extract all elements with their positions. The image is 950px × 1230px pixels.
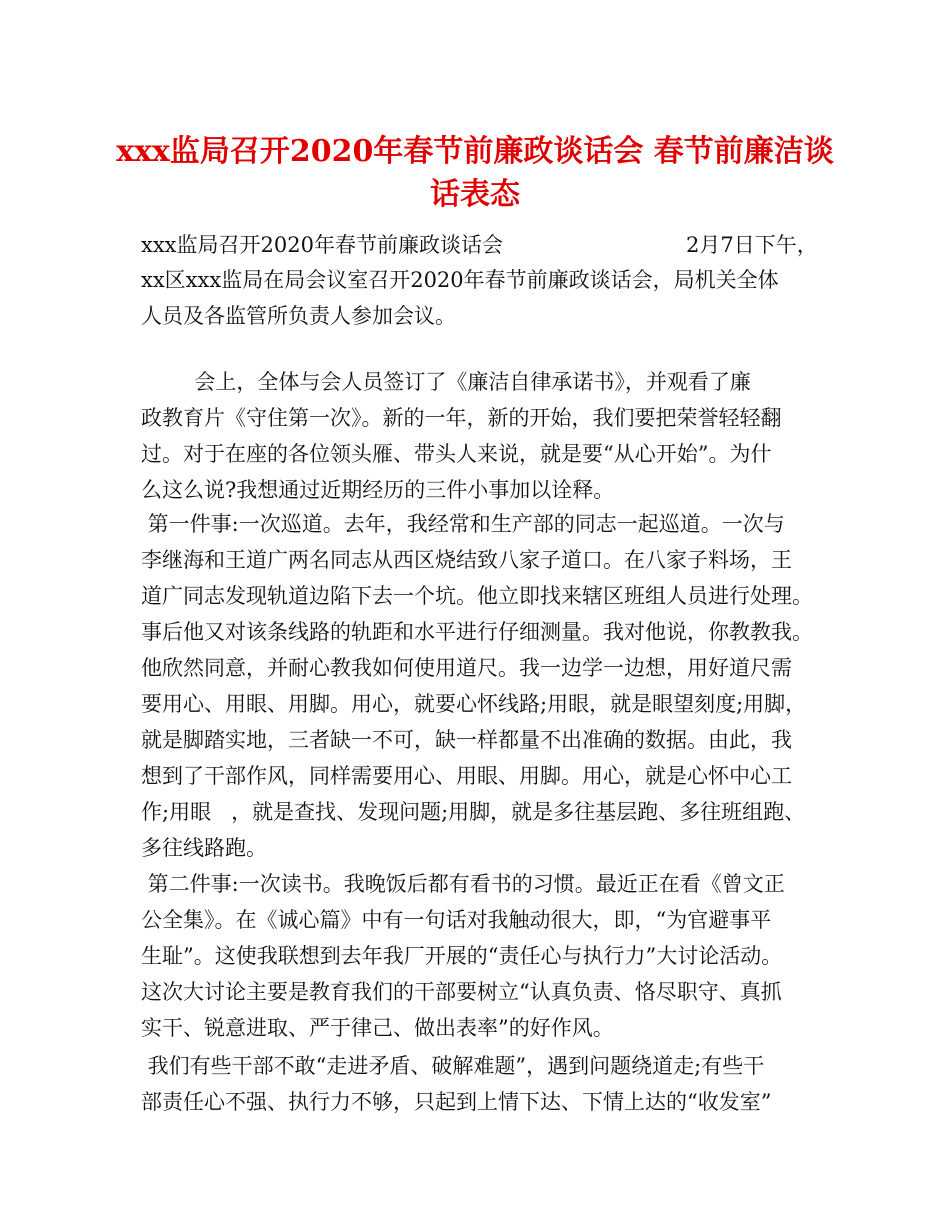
body-line: 公全集》。在《诚心篇》中有一句话对我触动很大，即，“为官避事平 (141, 908, 772, 932)
body-line: 道广同志发现轨道边陷下去一个坑。他立即找来辖区班组人员进行处理。 (141, 584, 813, 608)
body-line: 他欣然同意，并耐心教我如何使用道尺。我一边学一边想，用好道尺需 (141, 656, 792, 680)
body-line: 过。对于在座的各位领头雁、带头人来说，就是要“从心开始”。为什 (141, 442, 772, 466)
body-line: 实干、锐意进取、严于律己、做出表率”的好作风。 (141, 1016, 614, 1040)
body-line: 么这么说?我想通过近期经历的三件小事加以诠释。 (141, 478, 615, 502)
body-line: 部责任心不强、执行力不够，只起到上情下达、下情上达的“收发室” (141, 1090, 772, 1114)
meeting-date: 2月7日下午， (686, 233, 818, 257)
body-line: xxx监局召开2020年春节前廉政谈话会 (141, 233, 503, 257)
body-line: 第二件事:一次读书。我晚饭后都有看书的习惯。最近正在看《曾文正 (141, 872, 785, 896)
body-line: 就是脚踏实地，三者缺一不可，缺一样都量不出准确的数据。由此，我 (141, 728, 792, 752)
body-line: xx区xxx监局在局会议室召开2020年春节前廉政谈话会，局机关全体 (141, 268, 779, 292)
document-title-line-2: 话表态 (430, 177, 520, 212)
document-title-line-1: xxx监局召开2020年春节前廉政谈话会 春节前廉洁谈 (116, 134, 834, 169)
body-line: 李继海和王道广两名同志从西区烧结致八家子道口。在八家子料场，王 (141, 548, 792, 572)
body-line: 人员及各监管所负责人参加会议。 (141, 304, 456, 328)
body-line: 第一件事:一次巡道。去年，我经常和生产部的同志一起巡道。一次与 (141, 512, 785, 536)
body-line: 会上，全体与会人员签订了《廉洁自律承诺书》，并观看了廉 (141, 370, 751, 394)
body-line: 事后他又对该条线路的轨距和水平进行仔细测量。我对他说，你教教我。 (141, 620, 813, 644)
body-line: 这次大讨论主要是教育我们的干部要树立“认真负责、恪尽职守、真抓 (141, 980, 782, 1004)
body-line: 生耻”。这使我联想到去年我厂开展的“责任心与执行力”大讨论活动。 (141, 944, 783, 968)
body-line: 多往线路跑。 (141, 836, 267, 860)
body-line: 政教育片《守住第一次》。新的一年，新的开始，我们要把荣誉轻轻翻 (141, 406, 782, 430)
body-line: 作;用眼 ，就是查找、发现问题;用脚，就是多往基层跑、多往班组跑、 (141, 800, 806, 824)
body-line: 要用心、用眼、用脚。用心，就要心怀线路;用眼，就是眼望刻度;用脚， (141, 692, 807, 716)
body-line: 我们有些干部不敢“走进矛盾、破解难题”，遇到问题绕道走;有些干 (141, 1054, 765, 1078)
body-line: 想到了干部作风，同样需要用心、用眼、用脚。用心，就是心怀中心工 (141, 764, 792, 788)
